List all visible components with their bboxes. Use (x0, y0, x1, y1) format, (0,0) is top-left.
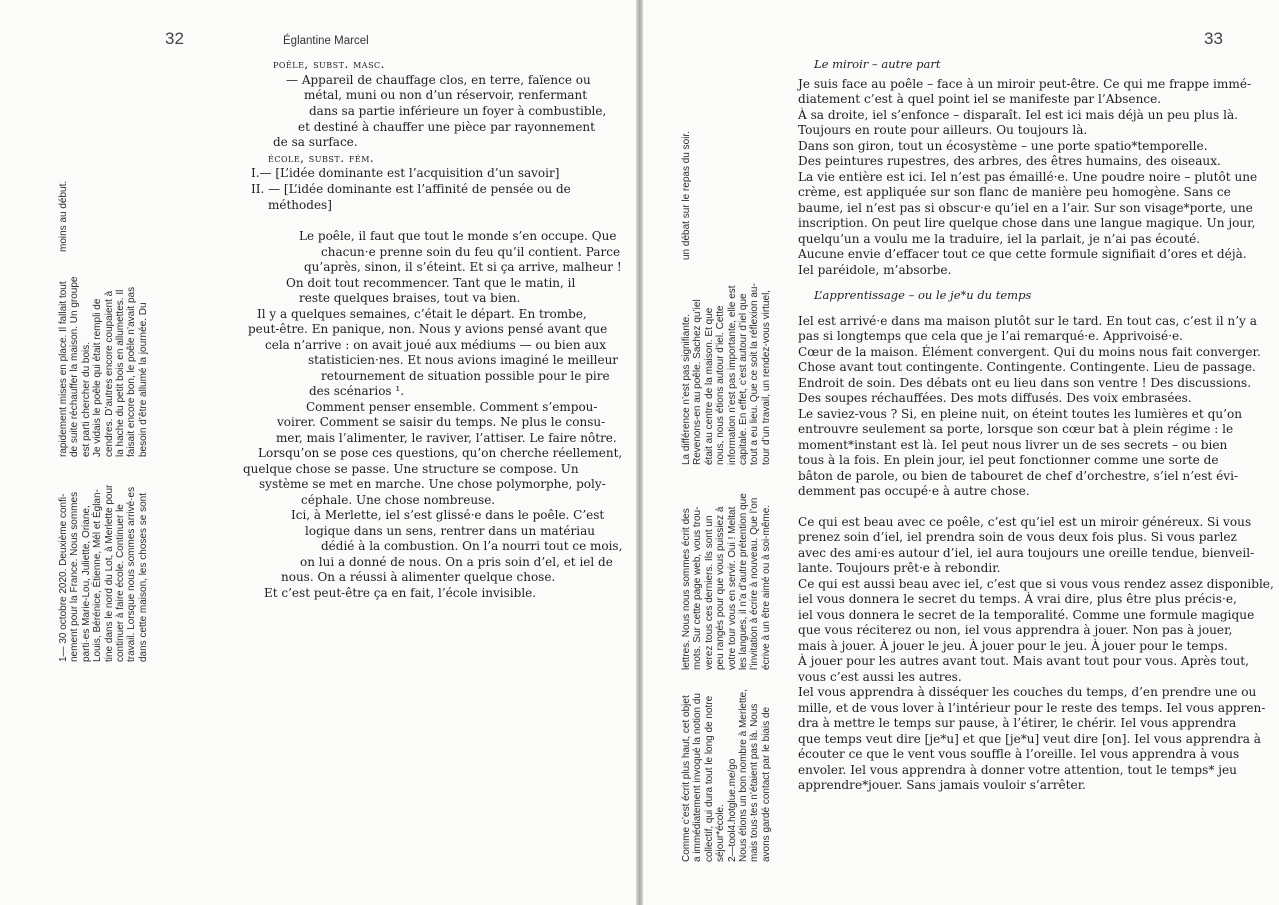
body-line: mer, mais l’alimenter, le raviver, l’attiser. Le faire nôtre. (276, 431, 617, 445)
body-line: retournement de situation possible pour le pire (321, 369, 610, 383)
sidenote-line: écrive à un être aimé ou à soi-même. (760, 504, 772, 670)
sidenote-line: 2—tool4.hotglue.me/go (726, 758, 738, 862)
body-line: tous à la fois. En plein jour, iel peut fonctionner comme une sorte de (798, 453, 1219, 467)
body-line: écouter ce que le vent vous souffle à l’oreille. Iel vous apprendra à vous (798, 747, 1240, 761)
definition-line: et destiné à chauffer une pièce par rayonnement (298, 120, 595, 134)
definition-line: de sa surface. (273, 135, 358, 149)
body-line: qu’après, sinon, il s’éteint. Et si ça arrive, malheur ! (304, 260, 622, 274)
sidenote-line: avons gardé contact par le biais de (760, 706, 772, 862)
body-line: Ce qui est beau avec ce poêle, c’est qu’iel est un miroir généreux. Si vous (798, 514, 1252, 529)
sidenote-line: rapidement mises en place. Il fallait tout (58, 281, 69, 457)
sidenote-line: cendres. D’autres encore coupaient à (103, 290, 115, 457)
sidenote-line: verez tous ces derniers. Ils sont un (703, 515, 715, 670)
sidenote-line: Comme c’est écrit plus haut, cet objet (681, 695, 692, 862)
body-line: baume, iel n’est pas si obscur·e qu’iel en a l’air. Sur son visage*porte, une (798, 200, 1253, 215)
body-line: chacun·e prenne soin du feu qu’il contient. Parce (321, 245, 621, 259)
sidenote-line: parti·es Marie-Lou, Juliette, Oriane, (80, 505, 92, 662)
sidenote-line: Je vidais le poêle qui était rempli de (92, 298, 104, 457)
page-number-left: 32 (165, 29, 184, 48)
body-line: Dans son giron, tout un écosystème – une porte spatio*temporelle. (798, 138, 1208, 153)
sidenote-line: Revenons-en au poêle. Sachez qu’iel (692, 299, 704, 465)
body-line: Cœur de la maison. Élément convergent. Qui du moins nous fait converger. (798, 344, 1261, 359)
body-line: Des soupes réchauffées. Des mots diffusés. Des voix embrasées. (798, 391, 1192, 405)
sidenote-line: tout a eu lieu. Que ce soit la réflexion au- (749, 283, 761, 465)
body-line: Le saviez-vous ? Si, en pleine nuit, on éteint toutes les lumières et qu’on (798, 406, 1243, 421)
body-line: Iel vous apprendra à disséquer les couches du temps, d’en prendre une ou (798, 685, 1257, 699)
body-line: Ce qui est aussi beau avec iel, c’est que si vous vous rendez assez disponible, (798, 576, 1274, 591)
sidenote-line: était au centre de la maison. Et que (703, 307, 715, 465)
body-line: envoler. Iel vous apprendra à donner votre attention, tout le temps* jeu (798, 762, 1237, 777)
sidenote-line: collectif, qui dura tout le long de notre (703, 695, 715, 862)
body-line: cela n’arrive : on avait joué aux médiums — ou bien aux (265, 338, 607, 352)
sidenote-line: tine dans le nord du Lot, à Merlette pour (103, 484, 115, 662)
body-line: On doit tout recommencer. Tant que le matin, il (286, 276, 576, 290)
right-sidenote-col3 (681, 283, 772, 465)
sidenote-line: de suite réchauffer la maison. Un groupe (69, 276, 81, 457)
body-line: mille, et de vous lover à l’intérieur pour le reste des temps. Iel vous appren- (798, 700, 1266, 715)
body-line: dra à mettre le temps sur pause, à l’étirer, le chérir. Iel vous apprendra (798, 716, 1237, 730)
spacer (798, 304, 1238, 314)
body-line: entrouvre seulement sa porte, lorsque son cœur bat à plein régime : le (798, 422, 1234, 436)
body-line: diatement c’est à quel point iel se manifeste par l’Absence. (798, 92, 1162, 106)
body-line: bâton de parole, ou bien de tabouret de chef d’orchestre, s’iel n’est évi- (798, 468, 1239, 483)
section-title-apprentissage: L’apprentissage – ou le je*u du temps (814, 288, 1032, 302)
running-head-author: Églantine Marcel (283, 35, 369, 47)
body-line: statisticien·nes. Et nous avions imaginé le meilleur (308, 353, 619, 367)
body-line: avec des ami·es autour d’iel, iel aura toujours une oreille tendue, bienveil- (798, 545, 1255, 560)
body-line: La vie entière est ici. Iel n’est pas émaillé·e. Une poudre noire – plutôt une (798, 169, 1258, 184)
sidenote-line: nous, nous étions autour d’iel. Cette (715, 305, 727, 465)
body-line: vous c’est aussi les autres. (798, 669, 962, 684)
left-page (0, 0, 636, 905)
right-body-text (798, 57, 1274, 794)
left-body-text (0, 0, 636, 905)
section-title-miroir: Le miroir – autre part (814, 57, 941, 71)
body-line: Aucune envie d’effacer tout ce que cette formule signifiait d’ores et déjà. (798, 247, 1247, 261)
body-line: Chose avant tout contingente. Contingente. Contingente. Lieu de passage. (798, 360, 1256, 374)
sidenote-line: La différence n’est pas signifiante. (681, 313, 692, 465)
sidenote-line: besoin d’être allumé la journée. Du (137, 302, 149, 457)
body-line: moment*instant est là. Iel peut nous livrer un de ses secrets – ou bien (798, 437, 1228, 452)
body-line: lante. Toujours prêt·e à rebondir. (798, 561, 1001, 575)
sidenote-line: lettres. Nous nous sommes écrit des (681, 508, 692, 670)
sidenote-line: séjour*école. (715, 804, 727, 862)
sidenote-line: est parti chercher du bois. (80, 341, 92, 457)
body-line: Comment penser ensemble. Comment s’empou- (306, 400, 598, 414)
sidenote-line: peu rangés pour que vous puissiez à (715, 506, 727, 670)
sidenote-line: dans cette maison, les choses se sont (137, 493, 149, 662)
body-line: iel vous donnera le secret du temps. À vrai dire, plus être plus précis·e, (798, 592, 1237, 606)
body-line: quelqu’un a voulu me la traduire, iel la parlait, je n’ai pas écouté. (798, 231, 1201, 246)
sidenote-line: l’invitation à écrire à nouveau. Que l’on (749, 497, 761, 670)
sidenote-line: les langues, il n’a d’autre prétention que (738, 493, 750, 670)
definition-line: — Appareil de chauffage clos, en terre, faïence ou (286, 73, 591, 87)
body-line: des scénarios ¹. (309, 384, 405, 398)
right-sidenote-col2 (681, 493, 772, 670)
body-line: crème, est appliquée sur son flanc de manière peu homogène. Sans ce (798, 185, 1231, 199)
definition-line: métal, muni ou non d’un réservoir, renfermant (304, 88, 588, 102)
spacer (798, 278, 1238, 288)
body-line: mais à jouer. À jouer le jeu. À jouer pour le jeu. À jouer pour le temps. (798, 638, 1228, 653)
sidenote-line: nement pour la France. Nous sommes (69, 491, 81, 662)
body-line: on lui a donné de nous. On a pris soin d’el, et iel de (300, 555, 613, 569)
body-line: nous. On a réussi à alimenter quelque chose. (281, 570, 556, 584)
body-line: logique dans un sens, rentrer dans un matériau (305, 524, 595, 538)
sidenote-line: tour d’un travail, un rendez-vous virtuel, (760, 289, 772, 465)
body-line: demment pas occupé·e à autre chose. (798, 484, 1030, 498)
page-number-right: 33 (1204, 29, 1223, 48)
sidenote-line: 1— 30 octobre 2020. Deuxième confi- (58, 493, 69, 662)
right-sidenote-col3-end (681, 131, 692, 260)
sidenote-line: information n’est pas importante, elle est (726, 285, 738, 465)
body-line: Je suis face au poêle – face à un miroir peut-être. Ce qui me frappe immé- (798, 76, 1252, 91)
right-page (643, 0, 1279, 905)
body-line: Des peintures rupestres, des arbres, des êtres humains, des oiseaux. (798, 154, 1221, 168)
body-line: apprendre*jouer. Sans jamais vouloir s’arrêter. (798, 778, 1086, 792)
body-line: peut-être. En panique, non. Nous y avions pensé avant que (248, 322, 608, 336)
body-line: iel vous donnera le secret de la temporalité. Comme une formule magique (798, 607, 1255, 622)
body-line: Iel est arrivé·e dans ma maison plutôt sur le tard. En tout cas, c’est il n’y a (798, 313, 1257, 328)
body-line: Lorsqu’on se pose ces questions, qu’on cherche réellement, (258, 446, 623, 460)
sidenote-line: votre tour vous en servir. Oui ! Meltat (726, 506, 738, 670)
body-line: Ici, à Merlette, iel s’est glissé·e dans le poêle. C’est (291, 508, 605, 522)
body-line: prenez soin d’iel, iel prendra soin de vous deux fois plus. Si vous parlez (798, 530, 1237, 544)
sidenote-line: la hache du petit bois en allumettes. Il (115, 289, 127, 457)
body-line: Iel paréidole, m’absorbe. (798, 262, 952, 277)
body-line: Endroit de soin. Des débats ont eu lieu dans son ventre ! Des discussions. (798, 375, 1252, 390)
body-line: système se met en marche. Une chose polymorphe, poly- (259, 477, 606, 491)
sidenote-line: travail. Lorsque nous sommes arrivé·es (126, 486, 138, 662)
body-line: Il y a quelques semaines, c’était le départ. En trombe, (257, 307, 587, 321)
sidenote-line: moins au début. (58, 180, 69, 252)
body-line: céphale. Une chose nombreuse. (301, 493, 496, 507)
sidenote-line: faisait encore bon, le poêle n’avait pas (126, 286, 138, 457)
body-line: Le poêle, il faut que tout le monde s’en occupe. Que (299, 229, 617, 243)
book-spine-gutter (636, 0, 643, 905)
sidenote-line: a immédiatement invoqué la notion du (692, 693, 704, 862)
definition-line: dans sa partie inférieure un foyer à combustible, (309, 104, 607, 118)
sidenote-line: Louis, Bérénice, Étienne, Mél et Églan- (92, 489, 104, 662)
body-line: Toujours en route pour ailleurs. Ou toujours là. (798, 123, 1088, 137)
sidenote-line: Nous étions un bon nombre à Merlette, (738, 689, 750, 862)
definition-poele: poêle, subst. masc. (273, 57, 385, 71)
body-line: À jouer pour les autres avant tout. Mais avant tout pour vous. Après tout, (798, 654, 1249, 668)
body-line: que temps veut dire [je*u] et que [je*u] veut dire [on]. Iel vous apprendra à (798, 731, 1261, 746)
body-line: inscription. On peut lire quelque chose dans une langue magique. Un jour, (798, 216, 1256, 230)
body-line: À sa droite, iel s’enfonce – disparaît. Iel est ici mais déjà un peu plus là. (798, 107, 1239, 122)
body-line: Et c’est peut-être ça en fait, l’école invisible. (264, 586, 537, 600)
body-line: voirer. Comment se saisir du temps. Ne plus le consu- (277, 415, 606, 429)
spacer (798, 500, 1238, 515)
body-line: quelque chose se passe. Une structure se compose. Un (243, 462, 579, 476)
sidenote-line: un débat sur le repas du soir. (681, 131, 692, 260)
definition-line: méthodes] (268, 198, 332, 212)
sidenote-line: capitale. En effet, c’est autour d’iel que (738, 293, 750, 465)
definition-line: II. — [L’idée dominante est l’affinité de pensée ou de (251, 182, 571, 196)
body-line: pas si longtemps que cela que je l’ai remarqué·e. Apprivoisé·e. (798, 329, 1184, 343)
sidenote-line: mais tous·tes n’étaient pas là. Nous (749, 703, 761, 862)
body-line: reste quelques braises, tout va bien. (299, 291, 521, 305)
definition-ecole: école, subst. fém. (268, 151, 375, 165)
body-line: dédié à la combustion. On l’a nourri tout ce mois, (321, 539, 623, 553)
right-sidenote-col1 (681, 689, 772, 862)
body-line: que vous réciterez ou non, iel vous apprendra à jouer. Non pas à jouer, (798, 623, 1233, 637)
definition-line: I.— [L’idée dominante est l’acquisition d’un savoir] (251, 166, 560, 180)
sidenote-line: continuer à faire école. Continuer le (115, 504, 127, 662)
sidenote-line: mots. Sur cette page web, vous trou- (692, 506, 704, 670)
